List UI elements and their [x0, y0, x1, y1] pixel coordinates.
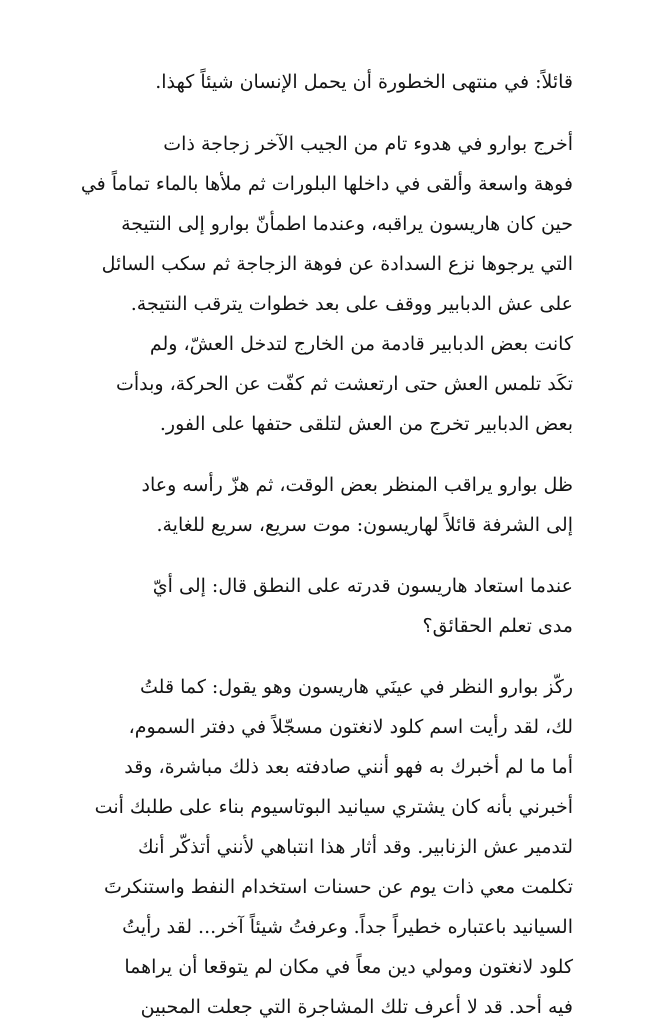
text-line: أخرج بوارو في هدوء تام من الجيب الآخر زجاجة ذات [163, 133, 573, 155]
text-line: أما ما لم أخبرك به فهو أنني صادفته بعد ذلك مباشرة، وقد [124, 756, 573, 778]
text-line: فيه أحد. قد لا أعرف تلك المشاجرة التي جعلت المحبين [140, 996, 573, 1018]
paragraph-4 [66, 566, 573, 646]
text-line: التي يرجوها نزع السدادة عن فوهة الزجاجة ثم سكب السائل [101, 253, 573, 275]
text-line: عندما استعاد هاريسون قدرته على النطق قال: إلى أيّ [152, 575, 573, 597]
text-line: السيانيد باعتباره خطيراً جداً. وعرفتُ شيئاً آخر... لقد رأيتُ [122, 916, 573, 938]
text-line: تكلمت معي ذات يوم عن حسنات استخدام النفط واستنكرتَ [104, 876, 573, 898]
text-line: كلود لانغتون ومولي دين معاً في مكان لم يتوقعا أن يراهما [124, 956, 573, 978]
paragraph-3 [66, 465, 573, 545]
text-line: تكَد تلمس العش حتى ارتعشت ثم كفّت عن الحركة، وبدأت [115, 373, 573, 395]
text-line: لتدمير عش الزنابير. وقد أثار هذا انتباهي لأنني أتذكّر أنك [137, 836, 573, 858]
text-line: أخبرني بأنه كان يشتري سيانيد البوتاسيوم بناء على طلبك أنت [94, 796, 573, 818]
text-line: على عش الدبابير ووقف على بعد خطوات يترقب النتيجة. [130, 293, 573, 315]
text-line: لك، لقد رأيت اسم كلود لانغتون مسجّلاً في دفتر السموم، [128, 716, 573, 738]
text-line: فوهة واسعة وألقى في داخلها البلورات ثم ملأها بالماء تماماً في [80, 173, 573, 195]
text-line: بعض الدبابير تخرج من العش لتلقى حتفها على الفور. [159, 413, 573, 435]
text-line: قائلاً: في منتهى الخطورة أن يحمل الإنسان شيئاً كهذا. [155, 71, 573, 93]
paragraph-2 [66, 124, 573, 444]
paragraph-5 [66, 667, 573, 1027]
text-line: ركّز بوارو النظر في عينَي هاريسون وهو يقول: كما قلتُ [140, 676, 573, 698]
text-line: حين كان هاريسون يراقبه، وعندما اطمأنّ بوارو إلى النتيجة [121, 213, 573, 235]
paragraph-1 [66, 62, 573, 102]
text-line: ظل بوارو يراقب المنظر بعض الوقت، ثم هزّ رأسه وعاد [141, 474, 573, 496]
text-line: مدى تعلم الحقائق؟ [422, 615, 573, 637]
text-line: إلى الشرفة قائلاً لهاريسون: موت سريع، سريع للغاية. [156, 514, 573, 536]
text-line: كانت بعض الدبابير قادمة من الخارج لتدخل العشّ، ولم [149, 333, 573, 355]
